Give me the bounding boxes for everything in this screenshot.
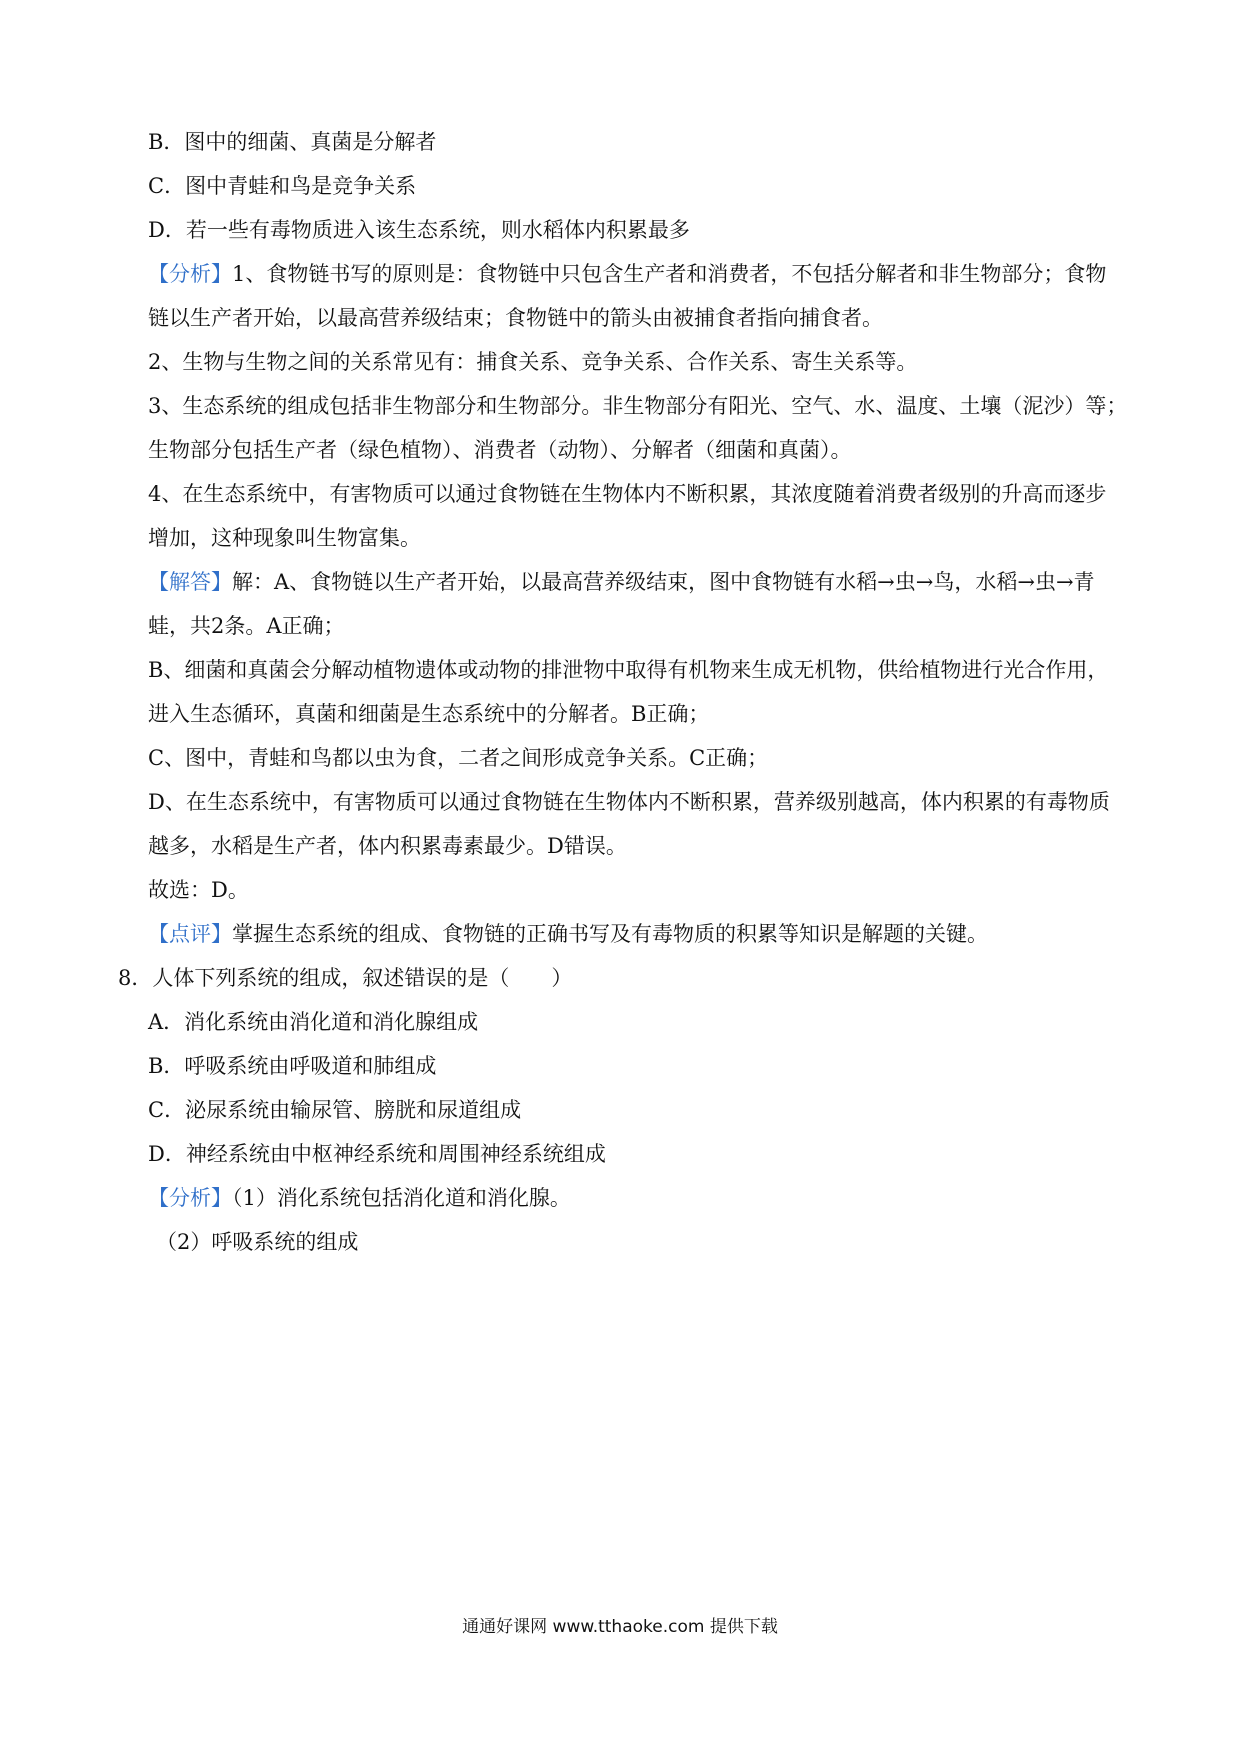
question-8: 8．人体下列系统的组成，叙述错误的是（ ） xyxy=(118,966,573,990)
answer-line: B、细菌和真菌会分解动植物遗体或动物的排泄物中取得有机物来生成无机物，供给植物进行光合作用， xyxy=(148,658,1109,682)
analysis-tag: 【分析】 xyxy=(148,262,232,286)
analysis-line: 3、生态系统的组成包括非生物部分和生物部分。非生物部分有阳光、空气、水、温度、土壤（泥沙）等； xyxy=(148,394,1128,418)
comment-tag: 【点评】 xyxy=(148,922,232,946)
answer-line: 进入生态循环，真菌和细菌是生态系统中的分解者。B正确； xyxy=(148,702,710,726)
analysis-tag: 【分析】 xyxy=(148,1186,232,1210)
analysis-line: 生物部分包括生产者（绿色植物）、消费者（动物）、分解者（细菌和真菌）。 xyxy=(148,438,852,462)
analysis-line: 【分析】1、食物链书写的原则是：食物链中只包含生产者和消费者，不包括分解者和非生物部分；食物 xyxy=(148,262,1107,286)
option-d: D．神经系统由中枢神经系统和周围神经系统组成 xyxy=(148,1142,606,1166)
answer-choice: 故选：D。 xyxy=(148,878,249,902)
option-c: C．图中青蛙和鸟是竞争关系 xyxy=(148,174,417,198)
analysis-line: 【分析】（1）消化系统包括消化道和消化腺。 xyxy=(148,1186,571,1210)
answer-line: C、图中，青蛙和鸟都以虫为食，二者之间形成竞争关系。C正确； xyxy=(148,746,769,770)
footer-text: 通通好课网 www.tthaoke.com 提供下载 xyxy=(462,1617,778,1637)
answer-line: 蛙，共2条。A正确； xyxy=(148,614,345,638)
option-a: A．消化系统由消化道和消化腺组成 xyxy=(148,1010,479,1034)
option-b: B．图中的细菌、真菌是分解者 xyxy=(148,130,437,154)
option-c: C．泌尿系统由输尿管、膀胱和尿道组成 xyxy=(148,1098,522,1122)
analysis-line: （2）呼吸系统的组成 xyxy=(156,1230,359,1254)
answer-line: D、在生态系统中，有害物质可以通过食物链在生物体内不断积累，营养级别越高，体内积累的有毒物质 xyxy=(148,790,1110,814)
analysis-line: 2、生物与生物之间的关系常见有：捕食关系、竞争关系、合作关系、寄生关系等。 xyxy=(148,350,918,374)
analysis-line: 链以生产者开始，以最高营养级结束；食物链中的箭头由被捕食者指向捕食者。 xyxy=(148,306,883,330)
answer-tag: 【解答】 xyxy=(148,570,232,594)
answer-line: 【解答】解：A、食物链以生产者开始，以最高营养级结束，图中食物链有水稻→虫→鸟，水稻→虫→青 xyxy=(148,570,1095,594)
answer-line: 越多，水稻是生产者，体内积累毒素最少。D错误。 xyxy=(148,834,627,858)
analysis-line: 增加，这种现象叫生物富集。 xyxy=(148,526,421,550)
analysis-line: 4、在生态系统中，有害物质可以通过食物链在生物体内不断积累，其浓度随着消费者级别的升高而逐步 xyxy=(148,482,1107,506)
option-b: B．呼吸系统由呼吸道和肺组成 xyxy=(148,1054,437,1078)
option-d: D．若一些有毒物质进入该生态系统，则水稻体内积累最多 xyxy=(148,218,690,242)
comment-line: 【点评】掌握生态系统的组成、食物链的正确书写及有毒物质的积累等知识是解题的关键。 xyxy=(148,922,988,946)
